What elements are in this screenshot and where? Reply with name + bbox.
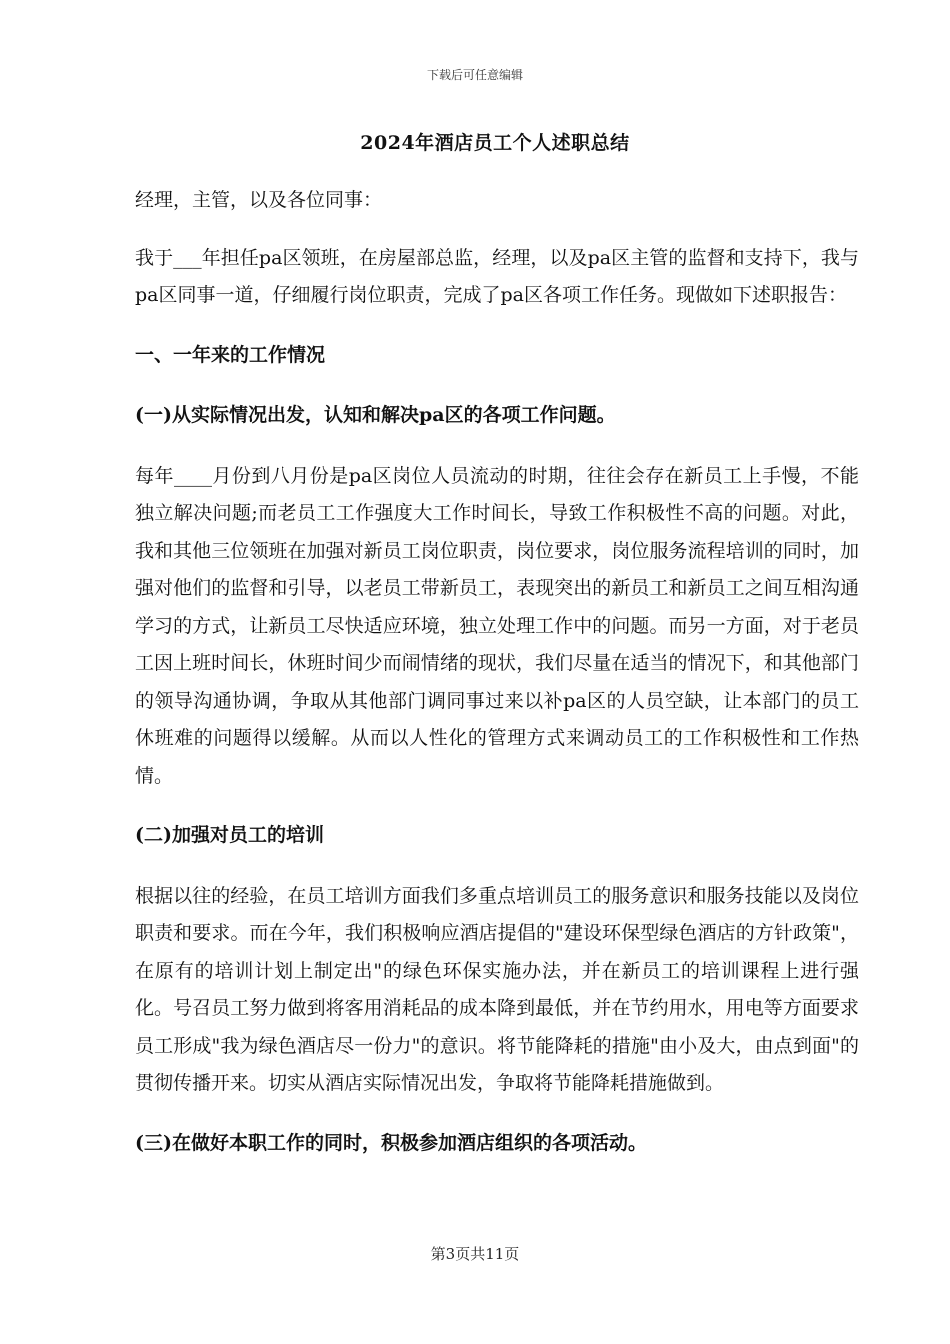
header-note: 下载后可任意编辑	[426, 68, 523, 82]
page-number-footer: 第3页共11页	[430, 1245, 520, 1263]
subsection-paragraph-1: 每年____月份到八月份是pa区岗位人员流动的时期，往往会存在新员工上手慢，不能独立解决问题;而老员工工作强度大工作时间长，导致工作积极性不高的问题。对此，我和其他三位领班在加强对新员工岗位职责，岗位要求，岗位服务流程培训的同时，加强对他们的监督和引导，以老员工带新员工，表现突出的新员工和新员工之间互相沟通学习的方式，让新员工尽快适应环境，独立处理工作中的问题。而另一方面，对于老员工因上班时间长，休班时间少而闹情绪的现状，我们尽量在适当的情况下，和其他部门的领导沟通协调，争取从其他部门调同事过来以补pa区的人员空缺，让本部门的员工休班难的问题得以缓解。从而以人性化的管理方式来调动员工的工作积极性和工作热情。	[135, 464, 859, 787]
section-heading-1: 一、一年来的工作情况	[135, 343, 326, 366]
subsection-paragraph-2: 根据以往的经验，在员工培训方面我们多重点培训员工的服务意识和服务技能以及岗位职责和要求。而在今年，我们积极响应酒店提倡的"建设环保型绿色酒店的方针政策"，在原有的培训计划上制定出"的绿色环保实施办法，并在新员工的培训课程上进行强化。号召员工努力做到将客用消耗品的成本降到最低，并在节约用水，用电等方面要求员工形成"我为绿色酒店尽一份力"的意识。将节能降耗的措施"由小及大，由点到面"的贯彻传播开来。切实从酒店实际情况出发，争取将节能降耗措施做到。	[135, 884, 859, 1094]
salutation: 经理，主管，以及各位同事：	[135, 189, 383, 211]
subsection-heading-3: (三)在做好本职工作的同时，积极参加酒店组织的各项活动。	[135, 1131, 647, 1154]
document-title: 2024年酒店员工个人述职总结	[360, 132, 630, 154]
intro-paragraph: 我于___年担任pa区领班，在房屋部总监，经理，以及pa区主管的监督和支持下，我与pa区同事一道，仔细履行岗位职责，完成了pa区各项工作任务。现做如下述职报告：	[135, 246, 859, 306]
subsection-heading-2: (二)加强对员工的培训	[135, 824, 324, 846]
document-body	[135, 182, 859, 1185]
subsection-heading-1: (一)从实际情况出发，认知和解决pa区的各项工作问题。	[135, 404, 616, 426]
